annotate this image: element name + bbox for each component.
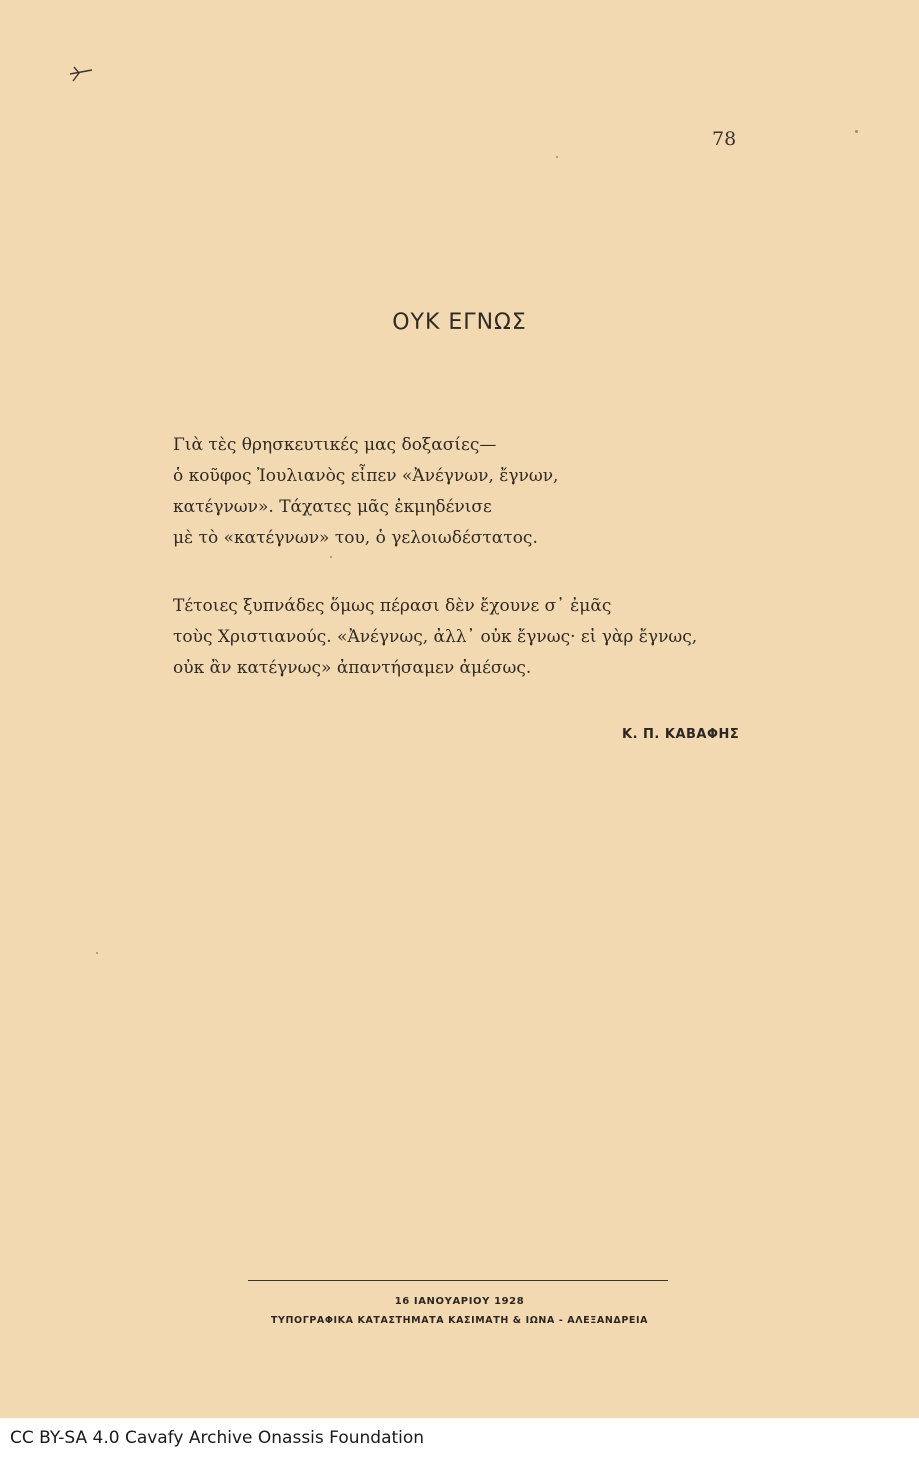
printer-imprint: ΤΥΠΟΓΡΑΦΙΚΑ ΚΑΤΑΣΤΗΜΑΤΑ ΚΑΣΙΜΑΤΗ & ΙΩΝΑ - ΑΛΕΞΑΝΔΡΕΙΑ [270,1315,649,1326]
publication-date: 16 ΙΑΝΟΥΑΡΙΟΥ 1928 [394,1296,525,1307]
license-credit: CC BY-SA 4.0 Cavafy Archive Onassis Foundation [10,1428,425,1448]
poem-line: ὁ κοῦφος Ἰουλιανὸς εἶπεν «Ἀνέγνων, ἔγνων, [173,466,559,486]
poem-line: τοὺς Χριστιανούς. «Ἀνέγνως, ἀλλ᾽ οὐκ ἔγνως· εἰ γὰρ ἔγνως, [173,627,698,647]
footer-rule [248,1280,668,1281]
page-number: 78 [712,128,737,150]
paper-speck [330,556,332,558]
author-signature: Κ. Π. ΚΑΒΑΦΗΣ [622,727,740,742]
pen-mark-icon [66,62,96,84]
poem-line: οὐκ ἂν κατέγνως» ἀπαντήσαμεν ἀμέσως. [173,658,532,678]
stanza-1 [173,430,558,554]
paper-speck [855,130,858,133]
poem-line: κατέγνων». Τάχατες μᾶς ἐκμηδένισε [173,497,492,517]
paper-speck [96,952,98,954]
poem-line: μὲ τὸ «κατέγνων» του, ὁ γελοιωδέστατος. [173,528,538,548]
poem-line: Τέτοιες ξυπνάδες ὅμως πέρασι δὲν ἔχουνε σ᾽ ἐμᾶς [173,596,612,616]
poem-title: ΟΥΚ ΕΓΝΩΣ [392,310,527,335]
poem-line: Γιὰ τὲς θρησκευτικές μας δοξασίες— [173,435,497,455]
stanza-2 [173,591,697,684]
paper-speck [556,156,558,158]
